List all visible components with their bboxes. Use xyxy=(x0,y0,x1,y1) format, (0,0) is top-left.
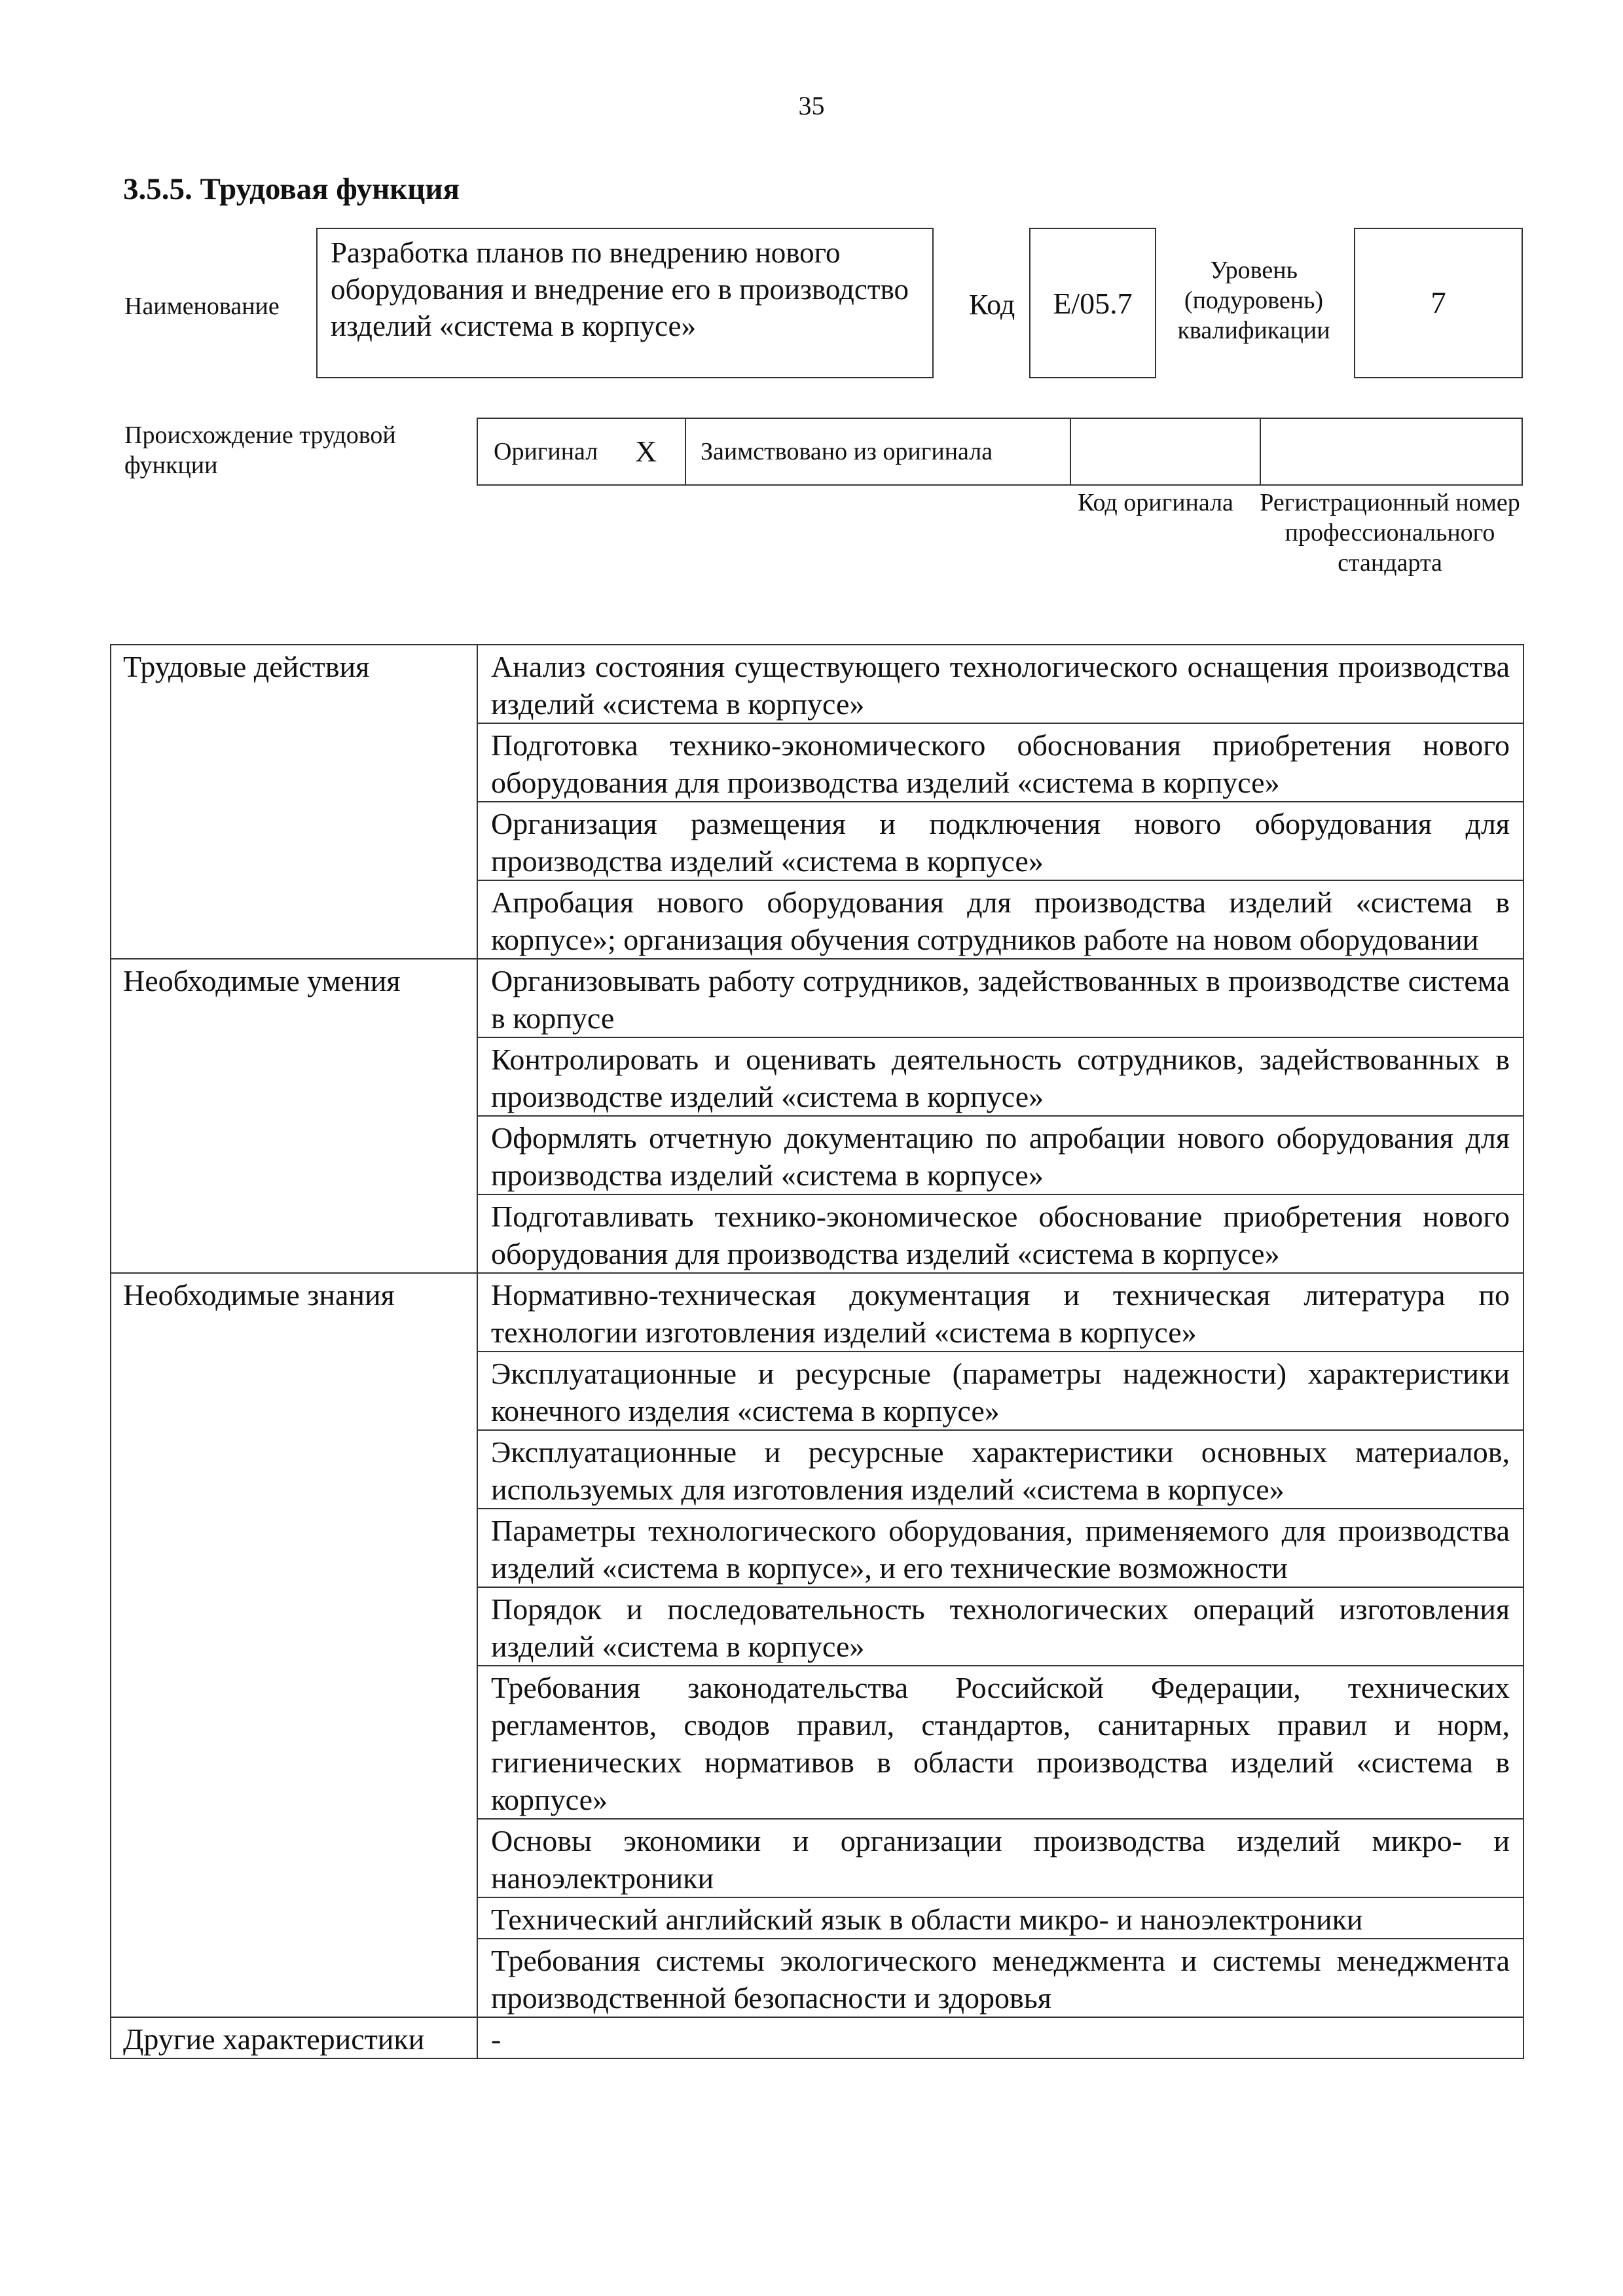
name-value: Разработка планов по внедрению нового оборудования и внедрение его в производство изделий «система в корпусе» xyxy=(316,228,934,378)
section-title: 3.5.5. Трудовая функция xyxy=(123,172,460,206)
level-label: Уровень (подуровень) квалификации xyxy=(1177,257,1330,344)
code-label: Код xyxy=(969,289,1015,321)
item-cell: Организация размещения и подключения нового оборудования для производства изделий «система в корпусе» xyxy=(477,802,1523,880)
item-cell: Требования законодательства Российской Федерации, технических регламентов, сводов правил, стандартов, санитарных правил и норм, гигиенических нормативов в области производства изделий «система в корпусе» xyxy=(477,1666,1523,1819)
origin-reg-cell xyxy=(1261,419,1522,484)
item-cell: Параметры технологического оборудования, применяемого для производства изделий «система в корпусе», и его технические возможности xyxy=(477,1509,1523,1587)
origin-table xyxy=(477,418,1523,486)
origin-code-cell xyxy=(1071,419,1261,484)
category-cell: Необходимые знания xyxy=(111,1273,477,2017)
category-cell: Другие характеристики xyxy=(111,2017,477,2058)
item-cell: Требования системы экологического менеджмента и системы менеджмента производственной безопасности и здоровья xyxy=(477,1939,1523,2017)
table-row xyxy=(111,2017,1523,2058)
item-cell: Подготовка технико-экономического обоснования приобретения нового оборудования для производства изделий «система в корпусе» xyxy=(477,723,1523,802)
code-value: E/05.7 xyxy=(1029,228,1156,378)
origin-original-mark: X xyxy=(635,435,657,468)
reg-number-caption: Регистрационный номер профессионального стандарта xyxy=(1260,489,1520,577)
item-cell: Эксплуатационные и ресурсные (параметры надежности) характеристики конечного изделия «система в корпусе» xyxy=(477,1352,1523,1430)
origin-label: Происхождение трудовой функции xyxy=(124,422,396,479)
item-cell: - xyxy=(477,2017,1523,2058)
item-cell: Анализ состояния существующего технологического оснащения производства изделий «система в корпусе» xyxy=(477,645,1523,723)
item-cell: Эксплуатационные и ресурсные характеристики основных материалов, используемых для изготовления изделий «система в корпусе» xyxy=(477,1430,1523,1509)
item-cell: Контролировать и оценивать деятельность сотрудников, задействованных в производстве изделий «система в корпусе» xyxy=(477,1037,1523,1116)
item-cell: Апробация нового оборудования для производства изделий «система в корпусе»; организация обучения сотрудников работе на новом оборудовании xyxy=(477,880,1523,959)
item-cell: Нормативно-техническая документация и техническая литература по технологии изготовления изделий «система в корпусе» xyxy=(477,1273,1523,1352)
item-cell: Основы экономики и организации производства изделий микро- и наноэлектроники xyxy=(477,1819,1523,1897)
origin-original-cell xyxy=(478,419,686,484)
table-row xyxy=(111,1273,1523,1352)
code-original-caption: Код оригинала xyxy=(1078,489,1233,516)
functions-table xyxy=(110,644,1524,2059)
item-cell: Организовывать работу сотрудников, задействованных в производстве система в корпусе xyxy=(477,959,1523,1037)
item-cell: Технический английский язык в области микро- и наноэлектроники xyxy=(477,1897,1523,1939)
item-cell: Порядок и последовательность технологических операций изготовления изделий «система в корпусе» xyxy=(477,1587,1523,1666)
item-cell: Подготавливать технико-экономическое обоснование приобретения нового оборудования для производства изделий «система в корпусе» xyxy=(477,1194,1523,1273)
level-value: 7 xyxy=(1354,228,1523,378)
item-cell: Оформлять отчетную документацию по апробации нового оборудования для производства изделий «система в корпусе» xyxy=(477,1116,1523,1194)
name-label: Наименование xyxy=(124,293,280,320)
origin-borrowed-cell xyxy=(686,419,1071,484)
table-row xyxy=(111,645,1523,723)
table-row xyxy=(111,959,1523,1037)
origin-original-label: Оригинал xyxy=(494,438,598,465)
page-number: 35 xyxy=(798,91,825,120)
category-cell: Трудовые действия xyxy=(111,645,477,959)
origin-borrowed-label: Заимствовано из оригинала xyxy=(701,438,993,465)
category-cell: Необходимые умения xyxy=(111,959,477,1273)
